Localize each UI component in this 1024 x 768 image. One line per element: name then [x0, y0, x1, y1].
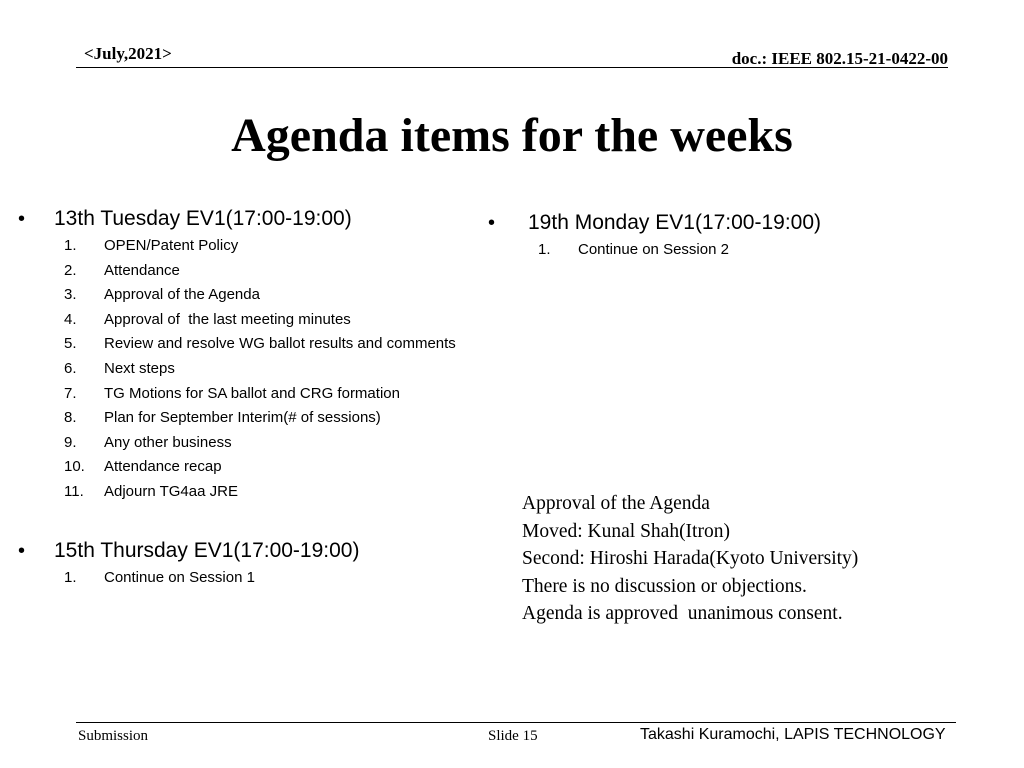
list-item	[16, 234, 516, 259]
item-number: 1.	[538, 241, 551, 258]
item-number: 6.	[64, 359, 77, 377]
list-item	[484, 238, 984, 263]
item-number: 1.	[64, 569, 77, 586]
item-number: 7.	[64, 384, 77, 402]
header-divider	[76, 67, 948, 68]
item-number: 9.	[64, 433, 77, 451]
session-tuesday	[16, 204, 516, 505]
note-line: There is no discussion or objections.	[522, 575, 807, 597]
item-number: 11.	[64, 482, 84, 500]
footer-submission: Submission	[78, 728, 149, 744]
item-text: Plan for September Interim(# of sessions)	[104, 409, 381, 427]
list-item	[16, 406, 516, 431]
session-header	[16, 204, 516, 234]
list-item	[16, 431, 516, 456]
item-number: 1.	[64, 237, 77, 254]
footer-author: Takashi Kuramochi, LAPIS TECHNOLOGY	[640, 726, 946, 743]
note-line: Approval of the Agenda	[522, 493, 710, 514]
item-text: Attendance	[104, 261, 180, 279]
note-line: Second: Hiroshi Harada(Kyoto University)	[522, 548, 859, 569]
footer-slide-number: Slide 15	[488, 728, 538, 744]
session-title: 19th Monday EV1(17:00-19:00)	[528, 211, 822, 234]
session-header	[16, 536, 359, 566]
bullet-icon: •	[488, 212, 496, 234]
agenda-list	[16, 566, 359, 591]
item-text: Any other business	[104, 433, 232, 451]
item-text: Next steps	[104, 359, 175, 377]
item-number: 2.	[64, 261, 77, 279]
slide-title: Agenda items for the weeks	[231, 109, 793, 162]
session-monday	[484, 208, 984, 263]
session-header	[484, 208, 984, 238]
list-item	[16, 455, 516, 480]
item-number: 4.	[64, 310, 77, 328]
item-text: Continue on Session 1	[104, 569, 255, 586]
item-text: OPEN/Patent Policy	[104, 237, 239, 254]
right-column	[484, 208, 984, 263]
item-text: Continue on Session 2	[578, 241, 729, 258]
agenda-list	[16, 234, 516, 505]
list-item	[16, 308, 516, 333]
agenda-list	[484, 238, 984, 263]
item-number: 5.	[64, 335, 77, 353]
left-column	[16, 204, 516, 586]
item-text: Attendance recap	[104, 458, 222, 476]
item-number: 8.	[64, 409, 77, 427]
item-text: Review and resolve WG ballot results and comments	[104, 335, 456, 353]
item-text: Adjourn TG4aa JRE	[104, 482, 238, 500]
list-item	[16, 566, 359, 591]
note-line: Moved: Kunal Shah(Itron)	[522, 520, 730, 542]
item-text: TG Motions for SA ballot and CRG formation	[104, 384, 400, 402]
approval-notes	[522, 490, 858, 628]
header-date: <July,2021>	[84, 44, 172, 63]
footer-divider	[76, 722, 956, 723]
list-item	[16, 259, 516, 284]
list-item	[16, 480, 516, 505]
session-thursday	[16, 536, 359, 591]
list-item	[16, 332, 516, 357]
session-title: 13th Tuesday EV1(17:00-19:00)	[54, 207, 352, 230]
item-number: 10.	[64, 458, 85, 476]
bullet-icon: •	[18, 208, 26, 230]
item-number: 3.	[64, 286, 77, 304]
item-text: Approval of the Agenda	[104, 286, 260, 304]
item-text: Approval of the last meeting minutes	[104, 310, 351, 328]
bullet-icon: •	[18, 540, 26, 562]
note-line: Agenda is approved unanimous consent.	[522, 603, 843, 624]
list-item	[16, 382, 516, 407]
list-item	[16, 357, 516, 382]
list-item	[16, 283, 516, 308]
header-doc-id: doc.: IEEE 802.15-21-0422-00	[731, 49, 948, 68]
session-title: 15th Thursday EV1(17:00-19:00)	[54, 539, 360, 562]
